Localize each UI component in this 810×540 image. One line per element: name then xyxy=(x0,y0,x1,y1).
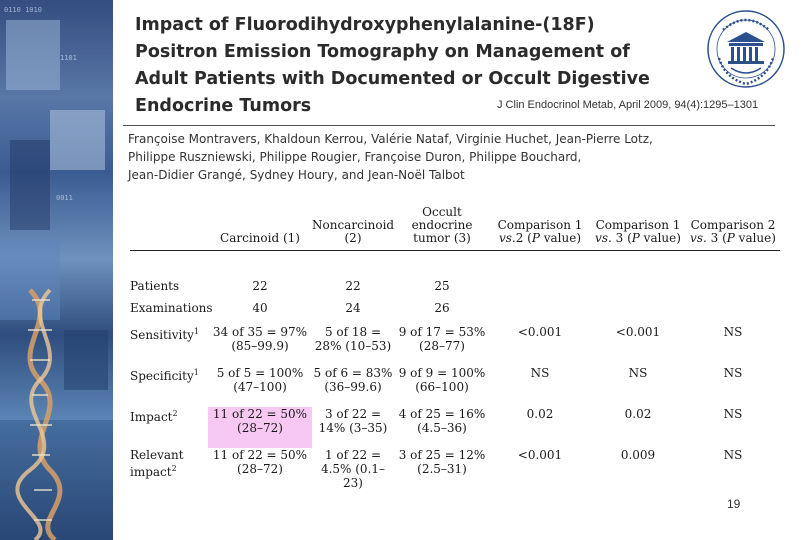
header-blank xyxy=(130,206,208,251)
cell-noncarcinoid: 3 of 22 = 14% (3–35) xyxy=(318,407,388,435)
row-label: Examinations xyxy=(130,301,213,315)
cell-comparison-2-vs-3: NS xyxy=(723,366,743,380)
cell-noncarcinoid: 24 xyxy=(345,301,361,315)
header-carcinoid: Carcinoid (1) xyxy=(208,206,312,251)
title-line-4: Endocrine Tumors xyxy=(135,96,312,116)
svg-text:0110 1010: 0110 1010 xyxy=(4,6,42,14)
sidebar-graphic xyxy=(0,0,113,540)
author-list xyxy=(128,130,728,184)
cell-occult: 26 xyxy=(434,301,450,315)
table-row-impact xyxy=(130,407,780,448)
table-row-patients xyxy=(130,271,780,293)
header-occult: Occult endocrine tumor (3) xyxy=(394,206,490,251)
title-line-3: Adult Patients with Documented or Occult Digestive xyxy=(135,69,650,89)
authors-line-2: Philippe Ruszniewski, Philippe Rougier, Françoise Duron, Philippe Bouchard, xyxy=(128,150,582,164)
cell-occult: 3 of 25 = 12% (2.5–31) xyxy=(398,448,486,476)
row-label: Specificity$^1$ xyxy=(130,368,199,383)
table-spacer-row xyxy=(130,315,780,325)
cell-comparison-1-vs-2: <0.001 xyxy=(517,448,563,462)
svg-text:1101: 1101 xyxy=(60,54,77,62)
table-header-row xyxy=(130,206,780,251)
header-comparison-1-vs-3: Comparison 1 vs. 3 (P value) xyxy=(590,206,686,251)
cell-comparison-2-vs-3: NS xyxy=(723,407,743,421)
row-label: Sensitivity$^1$ xyxy=(130,327,200,342)
title-line-1: Impact of Fluorodihydroxyphenylalanine-(18F) xyxy=(135,15,595,35)
title-line-2: Positron Emission Tomography on Management of xyxy=(135,42,630,62)
decorative-sidebar xyxy=(0,0,113,540)
cell-noncarcinoid: 22 xyxy=(345,279,361,293)
cell-carcinoid: 34 of 35 = 97% (85–99.9) xyxy=(212,325,308,353)
university-seal-logo xyxy=(705,8,787,90)
cell-noncarcinoid: 5 of 6 = 83% (36–99.6) xyxy=(313,366,393,394)
header-noncarcinoid: Noncarcinoid (2) xyxy=(312,206,394,251)
cell-carcinoid: 11 of 22 = 50% (28–72) xyxy=(212,448,308,476)
cell-occult: 4 of 25 = 16% (4.5–36) xyxy=(398,407,486,435)
journal-citation: J Clin Endocrinol Metab, April 2009, 94(4):1295–1301 xyxy=(497,99,759,111)
cell-occult: 9 of 9 = 100% (66–100) xyxy=(398,366,486,394)
row-label: Impact$^2$ xyxy=(130,409,178,424)
cell-comparison-2-vs-3: NS xyxy=(723,448,743,462)
cell-carcinoid: 22 xyxy=(252,279,268,293)
authors-line-1: Françoise Montravers, Khaldoun Kerrou, Valérie Nataf, Virginie Huchet, Jean-Pierre Lotz, xyxy=(128,132,653,146)
table-row-sensitivity xyxy=(130,325,780,366)
cell-comparison-1-vs-2: NS xyxy=(530,366,550,380)
header-comparison-1-vs-2: Comparison 1 vs.2 (P value) xyxy=(490,206,590,251)
authors-line-3: Jean-Didier Grangé, Sydney Houry, and Jean-Noël Talbot xyxy=(128,168,465,182)
cell-comparison-1-vs-3: 0.009 xyxy=(620,448,656,462)
svg-text:0011: 0011 xyxy=(56,194,73,202)
cell-carcinoid: 5 of 5 = 100% (47–100) xyxy=(216,366,304,394)
cell-comparison-1-vs-3: 0.02 xyxy=(624,407,652,421)
cell-comparison-1-vs-3: <0.001 xyxy=(615,325,661,339)
cell-comparison-2-vs-3: NS xyxy=(723,325,743,339)
cell-occult: 9 of 17 = 53% (28–77) xyxy=(398,325,486,353)
table-row-specificity xyxy=(130,366,780,407)
cell-occult: 25 xyxy=(434,279,450,293)
row-label: Relevant impact$^2$ xyxy=(130,448,184,479)
cell-carcinoid-highlighted: 11 of 22 = 50% (28–72) xyxy=(208,407,312,448)
cell-comparison-1-vs-2: 0.02 xyxy=(526,407,554,421)
cell-carcinoid: 40 xyxy=(252,301,268,315)
table-row-relevant-impact xyxy=(130,448,780,490)
table-spacer-row xyxy=(130,251,780,272)
cell-comparison-1-vs-2: <0.001 xyxy=(517,325,563,339)
table-row-examinations xyxy=(130,293,780,315)
cell-noncarcinoid: 1 of 22 = 4.5% (0.1– 23) xyxy=(320,448,386,490)
results-table-container xyxy=(130,206,780,490)
results-table xyxy=(130,206,780,490)
cell-comparison-1-vs-3: NS xyxy=(628,366,648,380)
header-comparison-2-vs-3: Comparison 2 vs. 3 (P value) xyxy=(686,206,780,251)
page-number: 19 xyxy=(727,497,741,511)
row-label: Patients xyxy=(130,279,180,293)
cell-noncarcinoid: 5 of 18 = 28% (10–53) xyxy=(314,325,392,353)
header-divider xyxy=(123,125,775,126)
